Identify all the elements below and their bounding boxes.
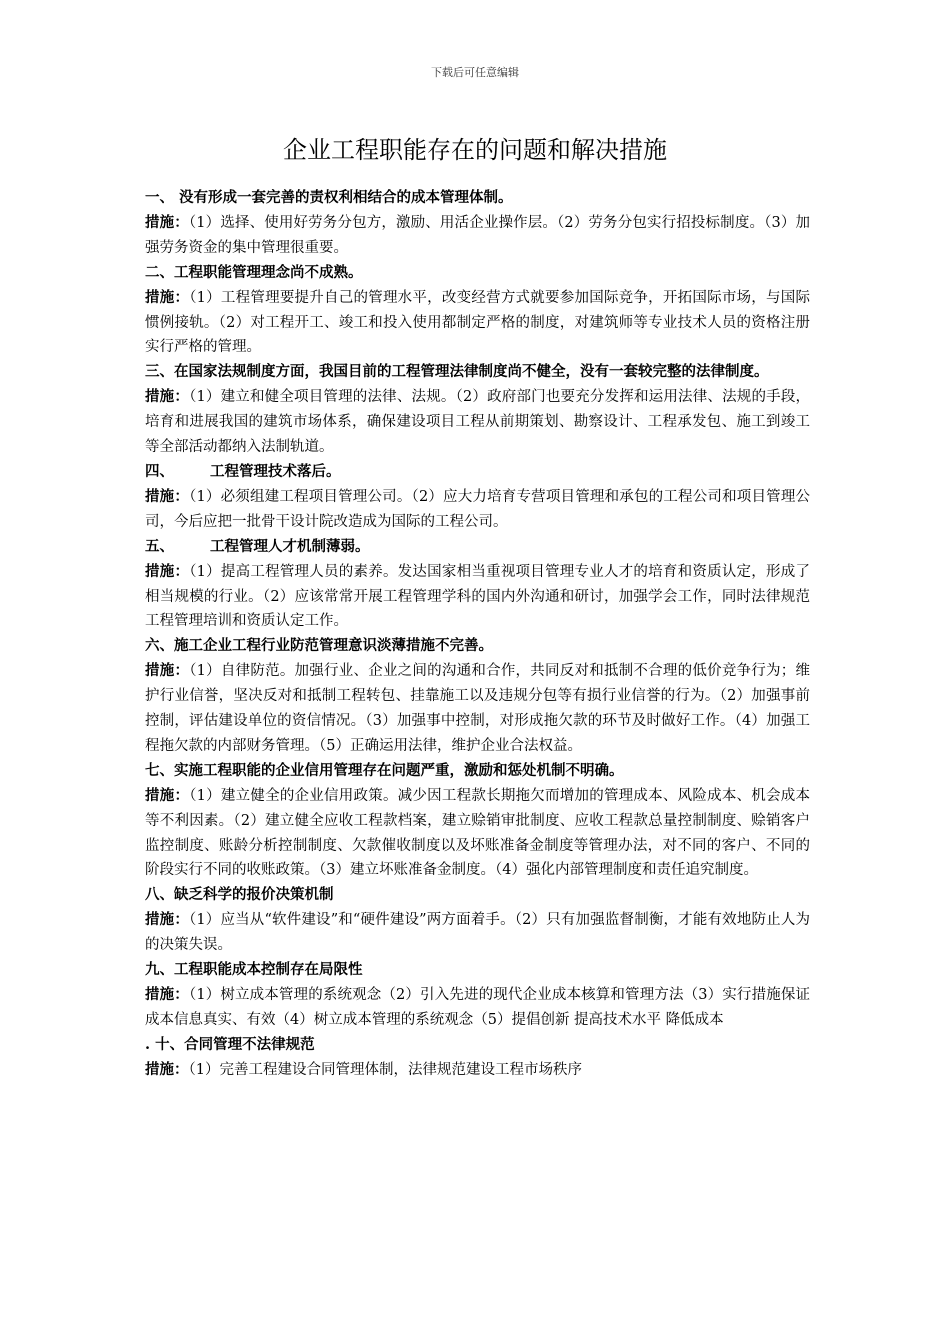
section-title: 施工企业工程行业防范管理意识淡薄措施不完善。 <box>174 637 493 655</box>
section-title: 工程管理人才机制薄弱。 <box>210 537 370 555</box>
measure-text: （1）应当从“软件建设”和“硬件建设”两方面着手。（2）只有加强监督制衡，才能有效地防止人为的决策失误。 <box>145 912 810 954</box>
section-title: 合同管理不法律规范 <box>184 1035 315 1053</box>
section-number: 八、 <box>145 886 174 904</box>
measure-label: 措施： <box>145 288 190 306</box>
measure-label: 措施： <box>145 986 189 1003</box>
section-title: 在国家法规制度方面，我国目前的工程管理法律制度尚不健全，没有一套较完整的法律制度。 <box>174 363 769 381</box>
section-title: 实施工程职能的企业信用管理存在问题严重，激励和惩处机制不明确。 <box>174 761 624 779</box>
section-heading-2 <box>145 261 810 286</box>
measure-text: （1）建立和健全项目管理的法律、法规。（2）政府部门也要充分发挥和运用法律、法规的手段，培育和进展我国的建筑市场体系，确保建设项目工程从前期策划、勘察设计、工程承发包、施工到竣工等全部活动都纳入法制轨道。 <box>145 389 810 456</box>
section-heading-4 <box>145 460 810 485</box>
measure-text: （1）完善工程建设合同管理体制，法律规范建设工程市场秩序 <box>188 1061 582 1078</box>
section-number: 九、 <box>145 961 174 979</box>
section-title: 工程职能管理理念尚不成熟。 <box>174 263 363 281</box>
measure-text: （1）提高工程管理人员的素养。发达国家相当重视项目管理专业人才的培育和资质认定，形成了相当规模的行业。（2）应该常常开展工程管理学科的国内外沟通和研讨，加强学会工作，同时法律规范工程管理培训和资质认定工作。 <box>145 563 810 630</box>
measure-label: 措施： <box>145 213 189 231</box>
measure-text: （1）工程管理要提升自己的管理水平，改变经营方式就要参加国际竞争，开拓国际市场，与国际惯例接轨。（2）对工程开工、竣工和投入使用都制定严格的制度，对建筑师等专业技术人员的资格注册实行严格的管理。 <box>145 289 810 356</box>
section-measure-8 <box>145 908 810 958</box>
measure-label: 措施： <box>145 1060 189 1078</box>
section-number: 六、 <box>145 637 174 655</box>
measure-label: 措施： <box>145 388 190 406</box>
section-title: 缺乏科学的报价决策机制 <box>174 886 334 904</box>
section-heading-6 <box>145 634 810 659</box>
section-measure-6 <box>145 659 810 759</box>
section-measure-9 <box>145 983 810 1033</box>
measure-text: （1）树立成本管理的系统观念（2）引入先进的现代企业成本核算和管理方法（3）实行措施保证成本信息真实、有效（4）树立成本管理的系统观念（5）提倡创新 提高技术水平 降低成本 <box>145 987 810 1028</box>
measure-text: （1）必须组建工程项目管理公司。（2）应大力培育专营项目管理和承包的工程公司和项目管理公司，今后应把一批骨干设计院改造成为国际的工程公司。 <box>145 488 810 530</box>
header-note: 下载后可任意编辑 <box>431 66 519 79</box>
section-number: . 十、 <box>145 1035 185 1053</box>
section-measure-10 <box>145 1058 810 1083</box>
section-number: 二、 <box>145 263 174 281</box>
section-measure-2 <box>145 286 810 361</box>
section-number: 五、 <box>145 537 174 555</box>
document-body <box>145 186 810 1083</box>
section-number: 七、 <box>145 761 174 779</box>
section-heading-5 <box>145 535 810 560</box>
section-measure-1 <box>145 211 810 261</box>
measure-text: （1）选择、使用好劳务分包方，激励、用活企业操作层。（2）劳务分包实行招投标制度。（3）加强劳务资金的集中管理很重要。 <box>145 214 810 256</box>
section-number: 三、 <box>145 363 174 381</box>
document-title: 企业工程职能存在的问题和解决措施 <box>283 136 667 164</box>
section-measure-3 <box>145 385 810 460</box>
section-heading-9 <box>145 958 810 983</box>
measure-label: 措施： <box>145 786 190 804</box>
section-title: 工程管理技术落后。 <box>210 462 341 480</box>
section-heading-8 <box>145 883 810 908</box>
section-title: 没有形成一套完善的责权利相结合的成本管理体制。 <box>174 189 513 206</box>
section-measure-4 <box>145 485 810 535</box>
measure-label: 措施： <box>145 487 190 505</box>
section-measure-5 <box>145 560 810 635</box>
measure-label: 措施： <box>145 911 189 929</box>
section-heading-10 <box>145 1033 810 1058</box>
section-number: 四、 <box>145 462 174 480</box>
section-heading-7 <box>145 759 810 784</box>
measure-label: 措施： <box>145 562 190 580</box>
section-heading-1 <box>145 186 810 211</box>
section-heading-3 <box>145 360 810 385</box>
measure-text: （1）建立健全的企业信用政策。减少因工程款长期拖欠而增加的管理成本、风险成本、机会成本等不利因素。（2）建立健全应收工程款档案，建立赊销审批制度、应收工程款总量控制制度、赊销客户监控制度、账龄分析控制制度、欠款催收制度以及坏账准备金制度等管理办法，对不同的客户、不同的阶段实行不同的收账政策。（3）建立坏账准备金制度。（4）强化内部管理制度和责任追究制度。 <box>145 787 810 879</box>
section-measure-7 <box>145 784 810 884</box>
measure-label: 措施： <box>145 662 190 680</box>
section-title: 工程职能成本控制存在局限性 <box>174 961 363 979</box>
measure-text: （1）自律防范。加强行业、企业之间的沟通和合作，共同反对和抵制不合理的低价竞争行为；维护行业信誉，坚决反对和抵制工程转包、挂靠施工以及违规分包等有损行业信誉的行为。（2）加强事前控制，评估建设单位的资信情况。（3）加强事中控制，对形成拖欠款的环节及时做好工作。（4）加强工程拖欠款的内部财务管理。（5）正确运用法律，维护企业合法权益。 <box>145 663 810 754</box>
section-number: 一、 <box>145 189 174 206</box>
